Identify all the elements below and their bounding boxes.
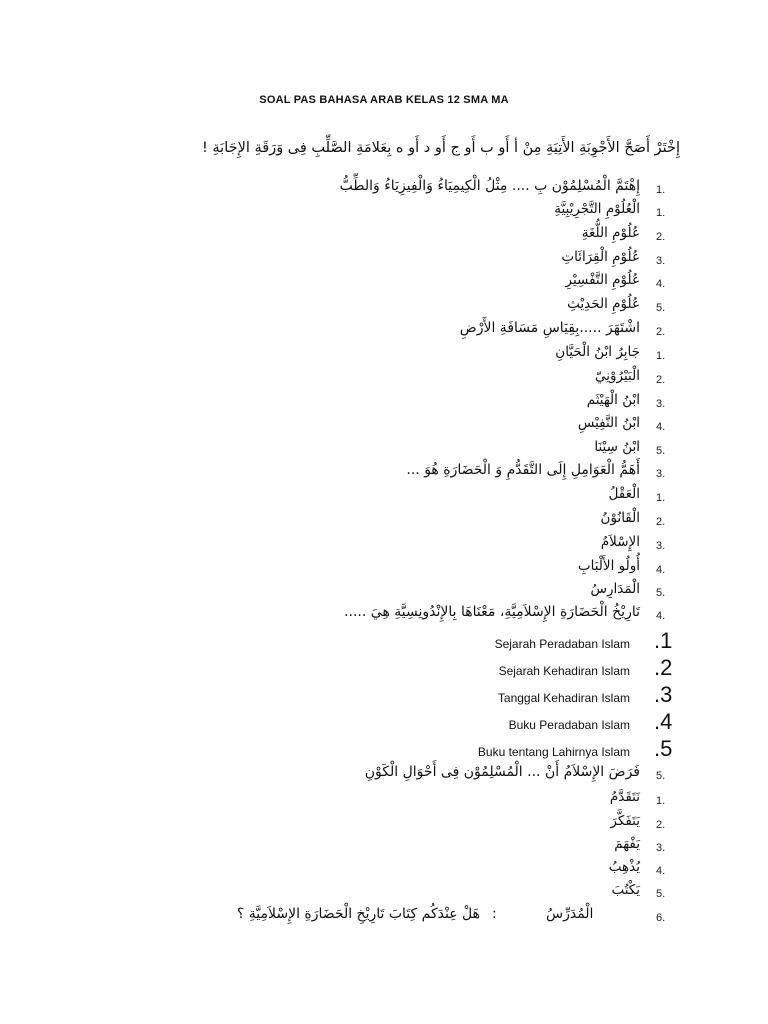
option-number: .2: [654, 655, 673, 680]
question-4: [0, 604, 768, 628]
option-row: [0, 534, 768, 558]
question-text: فَرَضَ الإِسْلاَمُ أَنْ ... الْمُسْلِمُوْن فِى أَحْوَالِ الْكَوْنِ: [364, 764, 640, 780]
option-text: Sejarah Peradaban Islam: [494, 637, 630, 651]
question-5: [0, 764, 768, 788]
option-number: 1.: [656, 795, 666, 807]
option-text: يُذْهِبُ: [608, 859, 640, 875]
option-number: 3.: [656, 540, 666, 552]
option-text: الْقَانُوْنُ: [600, 510, 640, 526]
option-text: يَتَفَكَّرَ: [610, 813, 640, 829]
option-text: عُلُوْمِ التَّفْسِيْرِ: [565, 272, 640, 288]
document-title: SOAL PAS BAHASA ARAB KELAS 12 SMA MA: [259, 94, 509, 106]
option-number: .4: [654, 709, 673, 734]
option-number: 2.: [656, 819, 666, 831]
option-number: .3: [654, 682, 673, 707]
option-row: [0, 736, 768, 764]
option-row: [0, 368, 768, 392]
option-row: [0, 249, 768, 273]
option-row: [0, 272, 768, 296]
option-row: [0, 344, 768, 368]
question-text: إِهْتَمَّ الْمُسْلِمُوْن بِ .... مِثْلُ الْكِيمِيَاءُ وَالْفِيزِيَاءُ وَالطِّبُّ: [339, 178, 640, 194]
question-number: 5.: [656, 770, 666, 782]
question-text: اشْتَهَرَ .....بِقِيَاسِ مَسَافَةِ الأَرْضِ: [459, 320, 640, 336]
option-row: [0, 225, 768, 249]
option-text: ابْنُ الْهَيْثَم: [586, 392, 640, 408]
option-text: الْعَقْلُ: [608, 486, 640, 502]
option-row: [0, 510, 768, 534]
option-text: Sejarah Kehadiran Islam: [498, 664, 630, 678]
question-1: [0, 178, 768, 202]
question-text: هَلْ عِنْدَكُم كِتَابَ تَارِيْخِ الْحَضَارَةِ الإِسْلاَمِيَّةِ ؟: [236, 906, 480, 922]
option-number: .1: [654, 628, 673, 653]
question-number: 6.: [656, 912, 666, 924]
option-number: 2.: [656, 516, 666, 528]
option-number: 4.: [656, 421, 666, 433]
option-row: [0, 882, 768, 906]
option-text: الإِسْلاَمُ: [600, 534, 640, 550]
option-number: 5.: [656, 302, 666, 314]
option-number: 4.: [656, 865, 666, 877]
option-text: ابْنُ النَّفِيْسِ: [577, 415, 640, 431]
speaker-label: الْمُدَرِّسُ: [546, 906, 594, 922]
option-number: 1.: [656, 350, 666, 362]
option-number: .5: [654, 736, 673, 761]
option-number: 4.: [656, 278, 666, 290]
speaker-colon: :: [492, 906, 497, 922]
question-number: 4.: [656, 610, 666, 622]
question-6: [0, 906, 768, 930]
option-row: [0, 789, 768, 813]
question-number: 2.: [656, 326, 666, 338]
option-row: [0, 439, 768, 463]
option-row: [0, 581, 768, 605]
option-row: [0, 628, 768, 656]
option-number: 5.: [656, 587, 666, 599]
option-number: 3.: [656, 398, 666, 410]
option-row: [0, 655, 768, 683]
option-row: [0, 558, 768, 582]
option-text: Tanggal Kehadiran Islam: [497, 691, 630, 705]
option-text: أُولُو الأَلْبَابِ: [577, 558, 640, 574]
question-text: أَهَمُّ الْعَوَامِلِ إِلَى التَّقَدُّمِ وَ الْحَضَارَةِ هُوَ ...: [406, 462, 640, 478]
option-text: عُلُوْمِ الحَدِيْثِ: [567, 296, 640, 312]
option-text: Buku Peradaban Islam: [508, 718, 630, 732]
question-number: 1.: [656, 184, 666, 196]
option-number: 4.: [656, 564, 666, 576]
question-3: [0, 462, 768, 486]
option-text: الْبَيْرُوْنِيّ: [595, 368, 640, 384]
option-text: ابْنُ سِيْنَا: [594, 439, 640, 455]
option-text: نَتَقَدَّمُ: [609, 789, 640, 805]
option-row: [0, 392, 768, 416]
option-row: [0, 682, 768, 710]
option-text: Buku tentang Lahirnya Islam: [477, 745, 630, 759]
option-row: [0, 836, 768, 860]
question-number: 3.: [656, 468, 666, 480]
option-row: [0, 486, 768, 510]
option-text: عُلُوْمِ الْقِرَائَاتِ: [561, 249, 640, 265]
option-number: 3.: [656, 255, 666, 267]
question-2: [0, 320, 768, 344]
option-text: يَفْهَمَ: [614, 836, 640, 852]
option-row: [0, 709, 768, 737]
option-number: 2.: [656, 231, 666, 243]
option-number: 3.: [656, 842, 666, 854]
option-row: [0, 415, 768, 439]
option-number: 1.: [656, 492, 666, 504]
option-row: [0, 296, 768, 320]
option-text: جَابِرُ ابْنُ الْحَيَّانِ: [555, 344, 640, 360]
option-number: 1.: [656, 207, 666, 219]
option-number: 5.: [656, 445, 666, 457]
question-text: تَارِيْخُ الْحَضَارَةِ الإِسْلاَمِيَّةِ، مَعْنَاهَا بِالإِنْدُونِسِيَّةِ هِيَ .....: [344, 604, 640, 620]
option-number: 5.: [656, 888, 666, 900]
option-number: 2.: [656, 374, 666, 386]
option-row: [0, 859, 768, 883]
option-row: [0, 201, 768, 225]
option-text: الْعُلُوْمِ التَّجْرِيْبِيَّةِ: [554, 201, 640, 217]
option-text: يَكْتُبَ: [611, 882, 640, 898]
option-text: عُلُوْمِ اللُّغَةِ: [581, 225, 640, 241]
option-row: [0, 813, 768, 837]
option-text: الْمَدَارِسُ: [590, 581, 640, 597]
instruction-text: إِخْتَرْ أَصَحَّ الأَجْوِبَةِ الأَتِيَةِ مِنْ أ أَو ب أَو ج أَو د أَو ه بِعَلامَةِ الصَّلِّبِ فِى وَرَقَةِ الإِجَابَةِ !: [201, 140, 680, 156]
